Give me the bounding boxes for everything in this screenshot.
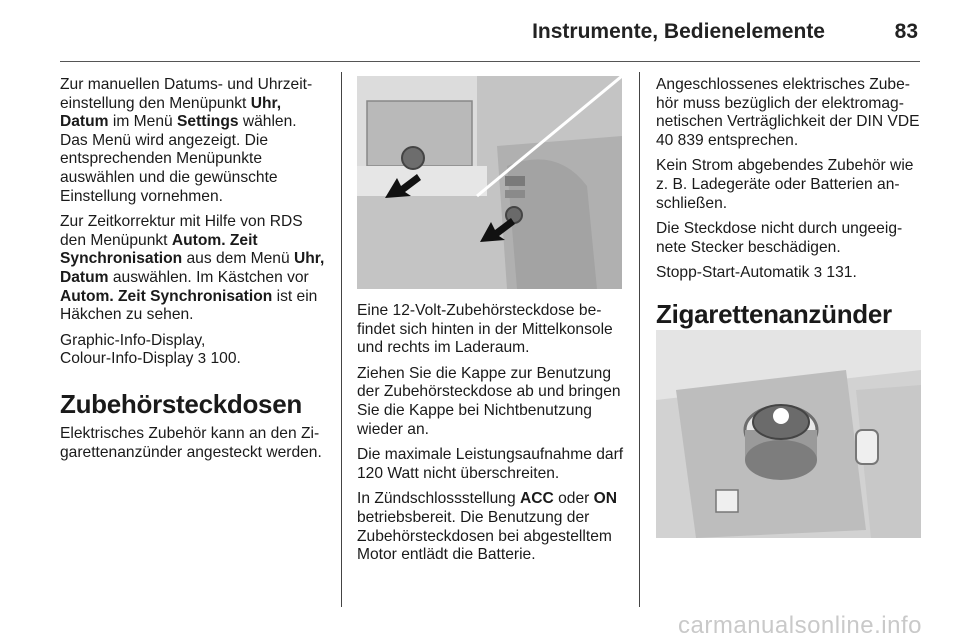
reference-arrow-icon: 3 [813,264,823,282]
column-3 [656,76,924,335]
paragraph-rds: Zur Zeitkorrektur mit Hilfe von RDS den Menüpunkt Autom. Zeit Synchronisation aus dem Menü Uhr, Datum auswählen. Im Kästchen vor Autom. Zeit Synchronisation ist ein Häkchen zu sehen. [60,213,325,324]
page-number: 83 [894,20,918,43]
paragraph-start-stop: Stopp-Start-Automatik 3 131. [656,264,857,282]
paragraph-display-ref: Graphic-Info-Display, Colour-Info-Display 3 100. [60,331,241,368]
page-header [0,0,960,64]
header-rule [60,61,920,62]
socket-illustration [357,76,622,289]
column-divider-2 [639,72,640,607]
paragraph-accessory: Elektrisches Zubehör kann an den Zigarettenanzünder angesteckt werden. [60,424,322,461]
paragraph-ignition: In Zündschlossstellung ACC oder ON betriebsbereit. Die Benutzung der Zubehörsteckdosen bei abgestelltem Motor entlädt die Batterie. [357,490,618,564]
heading-zigarettenanzuender: Zigarettenanzünder [656,298,892,329]
column-divider-1 [341,72,342,607]
header-title: Instrumente, Bedienelemente [532,20,825,43]
heading-zubehoersteckdosen: Zubehörsteckdosen [60,388,302,419]
paragraph-no-charger: Kein Strom abgebendes Zubehör wie z. B. Ladegeräte oder Batterien anschließen. [656,157,914,212]
paragraph-plug: Die Steckdose nicht durch ungeeignete Stecker beschädigen. [656,220,903,256]
paragraph-emv: Angeschlossenes elektrisches Zubehör muss bezüglich der elektromagnetischen Verträglichkeit der DIN VDE 40 839 entsprechen. [656,76,920,149]
paragraph-date-time: Zur manuellen Datums- und Uhrzeiteinstellung den Menüpunkt Uhr, Datum im Menü Settings wählen. Das Menü wird angezeigt. Die entsprechenden Menüpunkte auswählen und die gewünschte Einstellung vornehmen. [60,76,313,205]
paragraph-power: Die maximale Leistungsaufnahme darf 120 Watt nicht überschreiten. [357,446,624,482]
paragraph-socket-location: Eine 12-Volt-Zubehörsteckdose befindet sich hinten in der Mittelkonsole und rechts im Laderaum. [357,302,613,357]
paragraph-cap: Ziehen Sie die Kappe zur Benutzung der Zubehörsteckdose ab und bringen Sie die Kappe bei Nichtbenutzung wieder an. [357,364,621,438]
reference-arrow-icon: 3 [197,350,207,368]
column-1 [60,76,328,469]
watermark: carmanualsonline.info [678,612,922,639]
cigarette-lighter-illustration [656,330,921,538]
column-2 [357,302,625,572]
